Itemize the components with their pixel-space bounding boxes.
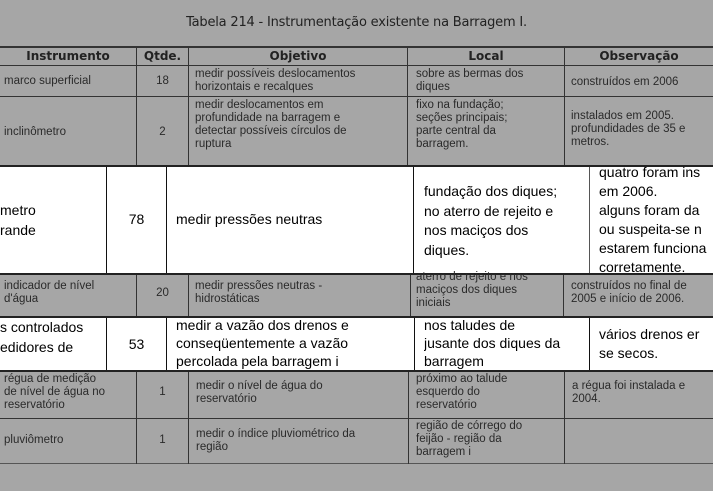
cell-instrumento: s controlados edidores de — [0, 319, 84, 355]
table-top-border — [0, 46, 713, 48]
cell-local: fundação dos diques; no aterro de rejeito e nos maciços dos diques. — [424, 183, 558, 258]
col-divider — [564, 372, 565, 464]
col-divider — [166, 318, 167, 370]
cell-observacao: vários drenos er se secos. — [599, 326, 700, 361]
cell-qtde: 1 — [159, 386, 166, 398]
cell-objetivo: medir o índice pluviométrico da região — [196, 428, 356, 453]
cell-instrumento: inclinômetro — [4, 126, 66, 138]
cell-observacao: construídos no final de 2005 e início de 2006. — [571, 280, 687, 305]
cell-qtde: 20 — [156, 287, 169, 299]
cell-objetivo: medir a vazão dos drenos e conseqüentemente a vazão percolada pela barragem i — [176, 317, 349, 369]
cell-objetivo: medir pressões neutras - hidrostáticas — [195, 280, 323, 305]
cell-instrumento: indicador de nível d'água — [4, 280, 95, 305]
col-divider — [166, 167, 167, 273]
col-divider — [589, 318, 590, 370]
cell-instrumento: metro rande — [0, 202, 36, 238]
cell-local: sobre as bermas dos diques — [416, 68, 524, 93]
col-divider — [188, 47, 189, 166]
col-divider — [414, 318, 415, 370]
col-divider — [563, 275, 564, 317]
col-divider — [136, 47, 137, 166]
col-divider — [408, 372, 409, 464]
cell-observacao: construídos em 2006 — [571, 76, 679, 88]
cell-qtde: 53 — [128, 336, 145, 352]
cell-qtde: 1 — [159, 434, 166, 446]
cell-local: próximo ao talude esquerdo do reservatório — [416, 373, 508, 411]
cell-instrumento: pluviômetro — [4, 434, 64, 446]
cell-local: fixo na fundação; seções principais; parte central da barragem. — [416, 99, 508, 150]
cell-objetivo: medir o nível de água do reservatório — [196, 380, 323, 405]
col-divider — [407, 47, 408, 166]
cell-observacao: quatro foram ins em 2006. alguns foram da ou suspeita-se n estarem funciona corretamente. — [599, 164, 707, 275]
row-divider — [0, 418, 713, 419]
header-objetivo: Objetivo — [269, 50, 327, 63]
cell-objetivo: medir pressões neutras — [176, 211, 323, 227]
header-qtde: Qtde. — [143, 50, 182, 63]
cell-local: nos taludes de jusante dos diques da barragem — [424, 317, 561, 369]
col-divider — [589, 167, 590, 273]
cell-objetivo: medir deslocamentos em profundidade na barragem e detectar possíveis círculos de ruptura — [195, 99, 347, 150]
cell-objetivo: medir possíveis deslocamentos horizontais e recalques — [195, 68, 356, 93]
table-caption: Tabela 214 - Instrumentação existente na Barragem I. — [186, 15, 527, 30]
header-local: Local — [468, 50, 504, 63]
cell-qtde: 2 — [159, 126, 166, 138]
col-divider — [413, 167, 414, 273]
cell-instrumento: régua de medição de nível de água no reservatório — [4, 373, 106, 411]
col-divider — [188, 372, 189, 464]
header-instrumento: Instrumento — [26, 50, 110, 63]
col-divider — [564, 47, 565, 166]
col-divider — [188, 275, 189, 317]
col-divider — [410, 275, 411, 317]
cell-observacao: instalados em 2005. profundidades de 35 e metros. — [571, 110, 686, 148]
cell-qtde: 78 — [128, 211, 145, 227]
header-bottom-border — [0, 65, 713, 66]
header-observacao: Observação — [599, 50, 679, 63]
cell-observacao: a régua foi instalada e 2004. — [572, 380, 686, 405]
cell-local: aterro de rejeito e nos maciços dos diques iniciais — [416, 271, 528, 309]
table-bottom-border — [0, 463, 713, 464]
cell-local: região de córrego do feijão - região da barragem i — [416, 420, 523, 458]
cell-instrumento: marco superficial — [4, 75, 91, 87]
cell-qtde: 18 — [156, 75, 169, 87]
row-divider — [0, 96, 713, 97]
